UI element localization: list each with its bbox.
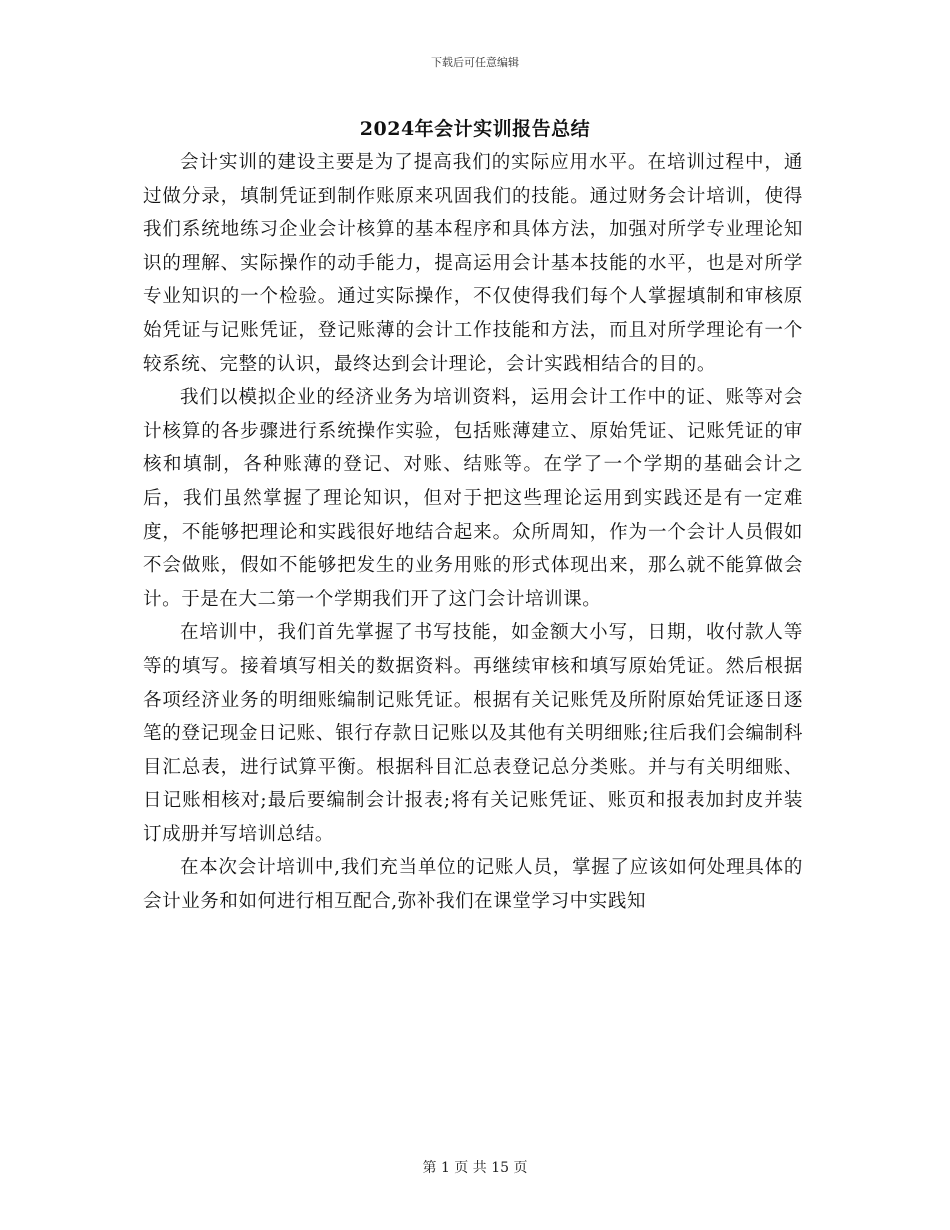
document-title: 2024年会计实训报告总结 [359,118,591,140]
header-note: 下载后可任意编辑 [431,56,519,69]
document-body [143,146,803,919]
paragraph-2: 我们以模拟企业的经济业务为培训资料，运用会计工作中的证、账等对会计核算的各步骤进行系统操作实验，包括账薄建立、原始凭证、记账凭证的审核和填制，各种账薄的登记、对账、结账等。在学了一个学期的基础会计之后，我们虽然掌握了理论知识，但对于把这些理论运用到实践还是有一定难度，不能够把理论和实践很好地结合起来。众所周知，作为一个会计人员假如不会做账，假如不能够把发生的业务用账的形式体现出来，那么就不能算做会计。于是在大二第一个学期我们开了这门会计培训课。 [143,387,803,610]
page-number: 第 1 页 共 15 页 [422,1160,528,1176]
paragraph-3: 在培训中，我们首先掌握了书写技能，如金额大小写，日期，收付款人等等的填写。接着填写相关的数据资料。再继续审核和填写原始凭证。然后根据各项经济业务的明细账编制记账凭证。根据有关记账凭及所附原始凭证逐日逐笔的登记现金日记账、银行存款日记账以及其他有关明细账;往后我们会编制科目汇总表，进行试算平衡。根据科目汇总表登记总分类账。并与有关明细账、日记账相核对;最后要编制会计报表;将有关记账凭证、账页和报表加封皮并装订成册并写培训总结。 [143,622,803,845]
paragraph-4: 在本次会计培训中,我们充当单位的记账人员，掌握了应该如何处理具体的会计业务和如何进行相互配合,弥补我们在课堂学习中实践知 [143,857,803,913]
paragraph-1: 会计实训的建设主要是为了提高我们的实际应用水平。在培训过程中，通过做分录，填制凭证到制作账原来巩固我们的技能。通过财务会计培训，使得我们系统地练习企业会计核算的基本程序和具体方法，加强对所学专业理论知识的理解、实际操作的动手能力，提高运用会计基本技能的水平，也是对所学专业知识的一个检验。通过实际操作，不仅使得我们每个人掌握填制和审核原始凭证与记账凭证，登记账薄的会计工作技能和方法，而且对所学理论有一个较系统、完整的认识，最终达到会计理论，会计实践相结合的目的。 [143,152,803,375]
